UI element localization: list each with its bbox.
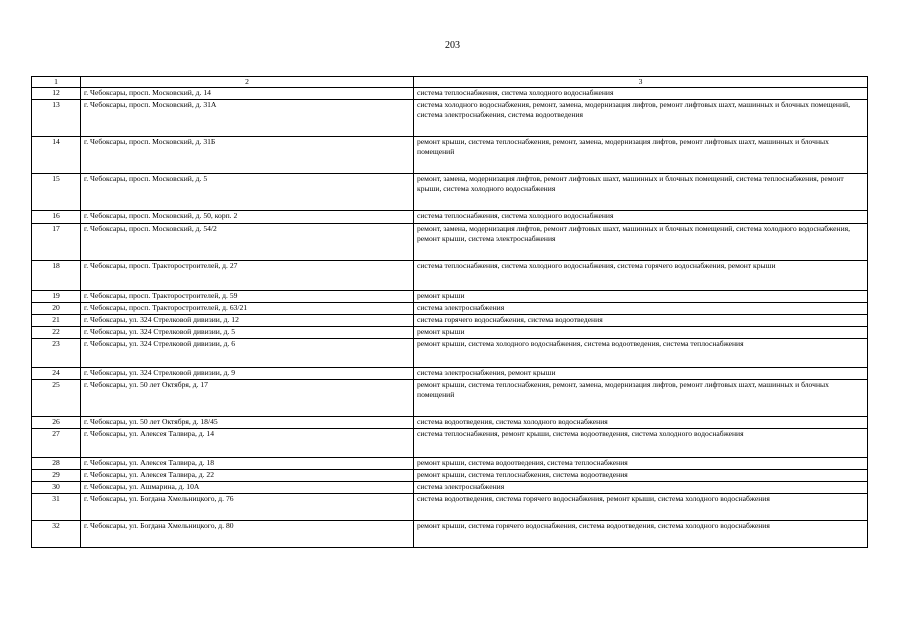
row-number: 14 <box>32 137 81 174</box>
row-number: 23 <box>32 339 81 368</box>
row-address: г. Чебоксары, просп. Московский, д. 14 <box>81 88 414 100</box>
row-number: 12 <box>32 88 81 100</box>
row-works: система водоотведения, система горячего водоснабжения, ремонт крыши, система холодного водоснабжения <box>414 494 868 521</box>
row-works: система теплоснабжения, система холодного водоснабжения <box>414 211 868 224</box>
row-address: г. Чебоксары, просп. Московский, д. 54/2 <box>81 224 414 261</box>
row-address: г. Чебоксары, просп. Московский, д. 31А <box>81 100 414 137</box>
row-address: г. Чебоксары, ул. Богдана Хмельницкого, д. 76 <box>81 494 414 521</box>
row-number: 19 <box>32 291 81 303</box>
table-row <box>32 315 868 327</box>
table-body <box>32 77 868 548</box>
works-table <box>31 76 868 548</box>
table-row <box>32 470 868 482</box>
header-cell-1: 1 <box>32 77 81 88</box>
row-number: 21 <box>32 315 81 327</box>
row-address: г. Чебоксары, ул. Алексея Талвира, д. 18 <box>81 458 414 470</box>
table-row <box>32 211 868 224</box>
row-number: 20 <box>32 303 81 315</box>
row-address: г. Чебоксары, просп. Московский, д. 5 <box>81 174 414 211</box>
table-row <box>32 482 868 494</box>
row-works: ремонт крыши, система холодного водоснабжения, система водоотведения, система теплоснабжения <box>414 339 868 368</box>
table-row <box>32 368 868 380</box>
row-number: 28 <box>32 458 81 470</box>
row-address: г. Чебоксары, просп. Московский, д. 31Б <box>81 137 414 174</box>
row-address: г. Чебоксары, ул. 50 лет Октября, д. 17 <box>81 380 414 417</box>
table-row <box>32 417 868 429</box>
row-address: г. Чебоксары, ул. Алексея Талвира, д. 14 <box>81 429 414 458</box>
row-address: г. Чебоксары, просп. Тракторостроителей, д. 59 <box>81 291 414 303</box>
row-works: ремонт крыши, система водоотведения, система теплоснабжения <box>414 458 868 470</box>
table-row <box>32 521 868 548</box>
row-address: г. Чебоксары, ул. 324 Стрелковой дивизии, д. 12 <box>81 315 414 327</box>
table-row <box>32 88 868 100</box>
row-number: 32 <box>32 521 81 548</box>
row-address: г. Чебоксары, ул. Богдана Хмельницкого, д. 80 <box>81 521 414 548</box>
table-row <box>32 339 868 368</box>
table-row <box>32 494 868 521</box>
row-address: г. Чебоксары, ул. 324 Стрелковой дивизии, д. 5 <box>81 327 414 339</box>
row-address: г. Чебоксары, ул. 50 лет Октября, д. 18/45 <box>81 417 414 429</box>
table-row <box>32 327 868 339</box>
row-address: г. Чебоксары, ул. 324 Стрелковой дивизии, д. 9 <box>81 368 414 380</box>
row-works: система электроснабжения <box>414 303 868 315</box>
table-row <box>32 224 868 261</box>
row-works: система горячего водоснабжения, система водоотведения <box>414 315 868 327</box>
row-number: 15 <box>32 174 81 211</box>
row-address: г. Чебоксары, просп. Тракторостроителей, д. 63/21 <box>81 303 414 315</box>
row-works: ремонт крыши <box>414 291 868 303</box>
row-works: ремонт крыши, система теплоснабжения, ремонт, замена, модернизация лифтов, ремонт лифтовых шахт, машинных и блочных помещений <box>414 380 868 417</box>
row-number: 16 <box>32 211 81 224</box>
row-works: ремонт крыши, система теплоснабжения, система водоотведения <box>414 470 868 482</box>
table-row <box>32 174 868 211</box>
row-number: 17 <box>32 224 81 261</box>
row-number: 22 <box>32 327 81 339</box>
row-number: 18 <box>32 261 81 291</box>
row-address: г. Чебоксары, ул. Ашмарина, д. 10А <box>81 482 414 494</box>
row-number: 26 <box>32 417 81 429</box>
row-address: г. Чебоксары, просп. Тракторостроителей, д. 27 <box>81 261 414 291</box>
table-row <box>32 137 868 174</box>
row-address: г. Чебоксары, просп. Московский, д. 50, корп. 2 <box>81 211 414 224</box>
page-number: 203 <box>445 40 460 51</box>
row-works: система водоотведения, система холодного водоснабжения <box>414 417 868 429</box>
row-number: 25 <box>32 380 81 417</box>
table-row <box>32 303 868 315</box>
table-row <box>32 429 868 458</box>
table-row <box>32 458 868 470</box>
row-works: ремонт, замена, модернизация лифтов, ремонт лифтовых шахт, машинных и блочных помещений, система холодного водоснабжения, ремонт крыши, система электроснабжения <box>414 224 868 261</box>
row-works: система холодного водоснабжения, ремонт, замена, модернизация лифтов, ремонт лифтовых шахт, машинных и блочных помещений, система электроснабжения, система водоотведения <box>414 100 868 137</box>
row-address: г. Чебоксары, ул. 324 Стрелковой дивизии, д. 6 <box>81 339 414 368</box>
header-cell-3: 3 <box>414 77 868 88</box>
row-works: ремонт крыши, система горячего водоснабжения, система водоотведения, система холодного водоснабжения <box>414 521 868 548</box>
row-works: система электроснабжения, ремонт крыши <box>414 368 868 380</box>
row-address: г. Чебоксары, ул. Алексея Талвира, д. 22 <box>81 470 414 482</box>
row-number: 13 <box>32 100 81 137</box>
header-row <box>32 77 868 88</box>
row-number: 29 <box>32 470 81 482</box>
row-number: 30 <box>32 482 81 494</box>
row-works: ремонт, замена, модернизация лифтов, ремонт лифтовых шахт, машинных и блочных помещений, система теплоснабжения, ремонт крыши, система холодного водоснабжения <box>414 174 868 211</box>
table-row <box>32 100 868 137</box>
table-row <box>32 261 868 291</box>
row-works: ремонт крыши, система теплоснабжения, ремонт, замена, модернизация лифтов, ремонт лифтовых шахт, машинных и блочных помещений <box>414 137 868 174</box>
row-works: система электроснабжения <box>414 482 868 494</box>
table-row <box>32 291 868 303</box>
row-works: ремонт крыши <box>414 327 868 339</box>
row-number: 27 <box>32 429 81 458</box>
row-works: система теплоснабжения, система холодного водоснабжения <box>414 88 868 100</box>
row-works: система теплоснабжения, ремонт крыши, система водоотведения, система холодного водоснабжения <box>414 429 868 458</box>
header-cell-2: 2 <box>81 77 414 88</box>
row-number: 24 <box>32 368 81 380</box>
row-works: система теплоснабжения, система холодного водоснабжения, система горячего водоснабжения, ремонт крыши <box>414 261 868 291</box>
table-row <box>32 380 868 417</box>
row-number: 31 <box>32 494 81 521</box>
